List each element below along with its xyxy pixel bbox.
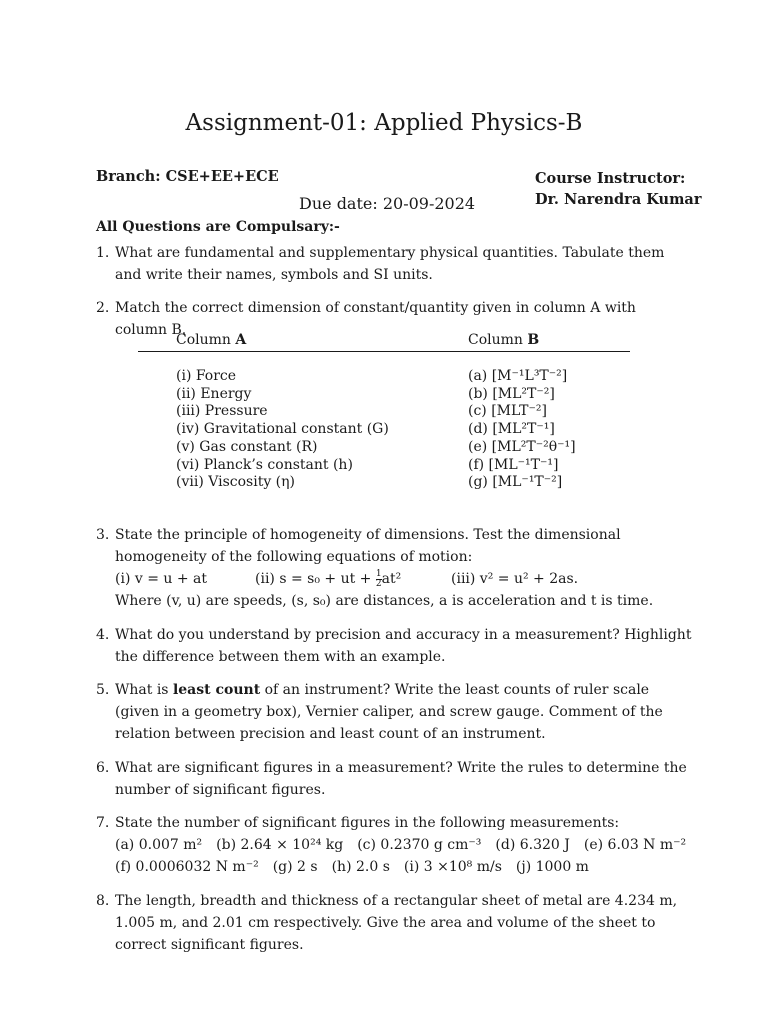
question-number: 2. xyxy=(96,300,110,316)
question-5 xyxy=(96,679,692,745)
column-b-item: (d) [ML²T⁻¹] xyxy=(468,421,555,438)
question-text-pre: What is xyxy=(115,682,173,698)
question-text: What are significant figures in a measurement? Write the rules to determine the number of significant figures. xyxy=(115,760,687,798)
question-number: 6. xyxy=(96,760,110,776)
question-1 xyxy=(96,242,692,286)
equation-2-prefix: (ii) s = s₀ + ut + xyxy=(255,571,372,587)
table-rule xyxy=(138,351,630,352)
question-text: What are fundamental and supplementary physical quantities. Tabulate them and write their names, symbols and SI units. xyxy=(115,245,665,283)
page-title: Assignment-01: Applied Physics-B xyxy=(185,110,583,136)
course-instructor xyxy=(535,168,701,210)
column-a-item: (ii) Energy xyxy=(176,385,252,402)
column-b-item: (g) [ML⁻¹T⁻²] xyxy=(468,474,563,491)
column-b-item: (f) [ML⁻¹T⁻¹] xyxy=(468,456,559,473)
question-text: What do you understand by precision and accuracy in a measurement? Highlight the difference between them with an example. xyxy=(115,627,692,665)
due-date: Due date: 20-09-2024 xyxy=(299,194,476,213)
all-questions-heading: All Questions are Compulsary:- xyxy=(96,219,340,235)
least-count-term: least count xyxy=(172,682,261,698)
measurement-item: (d) 6.320 J xyxy=(495,837,570,853)
column-b-header xyxy=(468,332,539,348)
measurement-item: (b) 2.64 × 10²⁴ kg xyxy=(216,837,344,853)
fraction-numerator: 1 xyxy=(375,568,382,579)
question-number: 3. xyxy=(96,527,110,543)
equation-1: (i) v = u + at xyxy=(115,571,208,587)
column-b-word: Column xyxy=(468,332,523,348)
measurement-item: (e) 6.03 N m⁻² xyxy=(583,837,687,853)
question-7 xyxy=(96,812,692,878)
equation-2 xyxy=(255,568,451,590)
measurement-item: (f) 0.0006032 N m⁻² xyxy=(115,859,259,875)
measurement-item: (i) 3 ×10⁸ m/s xyxy=(403,859,502,875)
column-b-letter: B xyxy=(527,332,540,348)
column-a-item: (vi) Planck’s constant (h) xyxy=(176,456,353,473)
equation-3: (iii) v² = u² + 2as. xyxy=(451,571,579,587)
instructor-name: Dr. Narendra Kumar xyxy=(535,191,702,208)
column-a-item: (v) Gas constant (R) xyxy=(176,438,318,455)
column-a-letter: A xyxy=(235,332,247,348)
column-b-item: (e) [ML²T⁻²θ⁻¹] xyxy=(468,438,576,455)
question-text: The length, breadth and thickness of a rectangular sheet of metal are 4.234 m, 1.005 m, and 2.01 cm respectively. Give the area and volume of the sheet to correct significant figures. xyxy=(115,893,678,953)
question-8 xyxy=(96,890,692,956)
measurement-item: (g) 2 s xyxy=(272,859,318,875)
question-text xyxy=(115,679,692,745)
question-text: State the number of significant figures in the following measurements: xyxy=(115,815,620,831)
measurements-row-2 xyxy=(115,856,692,878)
question-text: Match the correct dimension of constant/quantity given in column A with column B. xyxy=(115,300,636,338)
question-number: 1. xyxy=(96,245,110,261)
column-a-word: Column xyxy=(176,332,231,348)
question-number: 8. xyxy=(96,893,110,909)
question-text: State the principle of homogeneity of dimensions. Test the dimensional homogeneity of the following equations of motion: xyxy=(115,527,621,565)
question-number: 7. xyxy=(96,815,110,831)
column-b-item: (b) [ML²T⁻²] xyxy=(468,385,555,402)
column-b-list xyxy=(468,368,576,492)
column-a-item: (i) Force xyxy=(176,368,237,384)
column-a-item: (iv) Gravitational constant (G) xyxy=(176,421,389,438)
measurement-item: (h) 2.0 s xyxy=(331,859,390,875)
measurement-item: (a) 0.007 m² xyxy=(115,837,203,853)
question-6 xyxy=(96,757,692,801)
column-a-item: (vii) Viscosity (η) xyxy=(176,474,295,491)
question-body xyxy=(115,524,692,612)
column-a-header xyxy=(176,332,246,348)
question-text-post: of an instrument? Write the least counts of ruler scale (given in a geometry box), Vernier caliper, and screw gauge. Comment of the relation between precision and least count of an instrument. xyxy=(115,682,663,742)
variables-note: Where (v, u) are speeds, (s, s₀) are distances, a is acceleration and t is time. xyxy=(115,593,654,609)
question-number: 5. xyxy=(96,682,110,698)
column-a-list xyxy=(176,368,389,492)
measurement-item: (j) 1000 m xyxy=(515,859,589,875)
column-a-item: (iii) Pressure xyxy=(176,403,268,420)
question-number: 4. xyxy=(96,627,110,643)
instructor-label: Course Instructor: xyxy=(535,170,686,187)
equation-2-suffix: at² xyxy=(381,571,402,587)
measurement-item: (c) 0.2370 g cm⁻³ xyxy=(357,837,482,853)
equations-row xyxy=(115,568,692,590)
measurements-row-1 xyxy=(115,834,692,856)
column-b-item: (a) [M⁻¹L³T⁻²] xyxy=(468,368,568,384)
question-4 xyxy=(96,624,692,668)
branch-label: Branch: CSE+EE+ECE xyxy=(96,168,279,185)
column-b-item: (c) [MLT⁻²] xyxy=(468,403,547,420)
question-3 xyxy=(96,524,692,612)
fraction-denominator: 2 xyxy=(375,578,382,589)
question-body xyxy=(115,812,692,878)
